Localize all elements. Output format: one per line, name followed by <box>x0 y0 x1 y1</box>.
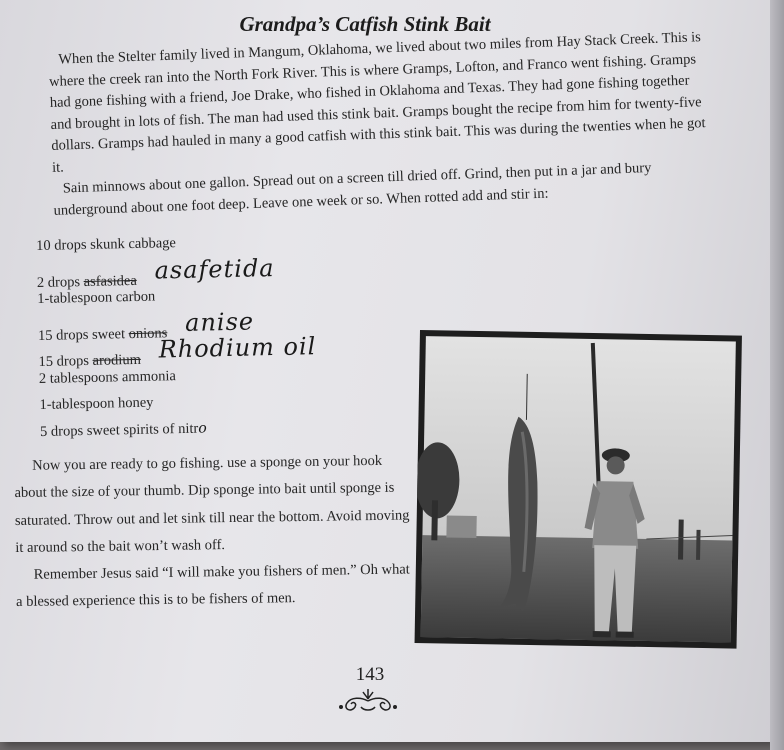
struck-word: onions <box>128 324 168 342</box>
ingredient-text: 2 tablespoons ammonia <box>38 367 177 387</box>
recipe-title: Grandpa’s Catfish Stink Bait <box>239 12 491 36</box>
page-edge <box>770 0 784 750</box>
ingredient-text: 15 drops sweet <box>37 325 129 344</box>
instructions-text <box>14 447 411 616</box>
handwritten-correction: anise <box>184 306 255 337</box>
handwritten-correction: asafetida <box>154 253 275 285</box>
ingredient-text: 10 drops skunk cabbage <box>36 235 177 254</box>
ingredient-text: 1-tablespoon carbon <box>37 288 156 307</box>
ingredient-text: 2 drops <box>36 273 84 291</box>
handwritten-correction: Rhodium oil <box>158 332 317 364</box>
story-paragraph-1: When the Stelter family lived in Mangum, Oklahoma, we lived about two miles from Hay Stack Creek. This is where the creek ran into the North Fork River. This is where Gramps, Lofton, and Franco went fishing. Gramps had gone fishing with a friend, Joe Drake, who fished in Oklahoma and Texas. They had gone fishing together and brought in lots of fish. The man had used this stink bait. Gramps bought the recipe from him for twenty-five dollars. Gramps had hauled in many a good catfish with this stink bait. This was during the twenties when he got it. <box>48 29 706 176</box>
fishing-photo <box>415 330 742 649</box>
story-text <box>48 27 714 222</box>
ingredient-text: 5 drops sweet spirits of nitr <box>39 420 199 440</box>
struck-word: arodium <box>92 351 142 369</box>
story-paragraph-2: Sain minnows about one gallon. Spread out on a screen till dried off. Grind, then put in a jar and bury underground about one foot deep. Leave one week or so. When rotted add and stir in: <box>53 160 652 219</box>
ingredient-list <box>36 230 420 450</box>
handwritten-correction: o <box>198 419 207 437</box>
ingredient-text: 15 drops <box>38 352 93 370</box>
ingredient-text: 1-tablespoon honey <box>39 394 154 413</box>
page-number: 143 <box>355 664 385 685</box>
floral-flourish-icon <box>333 685 403 715</box>
struck-word: asfasidea <box>83 272 137 290</box>
instructions-paragraph: Now you are ready to go fishing. use a sponge on your hook about the size of your thumb. Dip sponge into bait until sponge is saturated. Throw out and let sink till near the bottom. Avoid moving it around so the bait won’t wash off. <box>14 452 410 556</box>
fisherman-catfish-image <box>415 330 742 649</box>
closing-paragraph: Remember Jesus said “I will make you fishers of men.” Oh what a blessed experience this is to be fishers of men. <box>15 561 410 611</box>
